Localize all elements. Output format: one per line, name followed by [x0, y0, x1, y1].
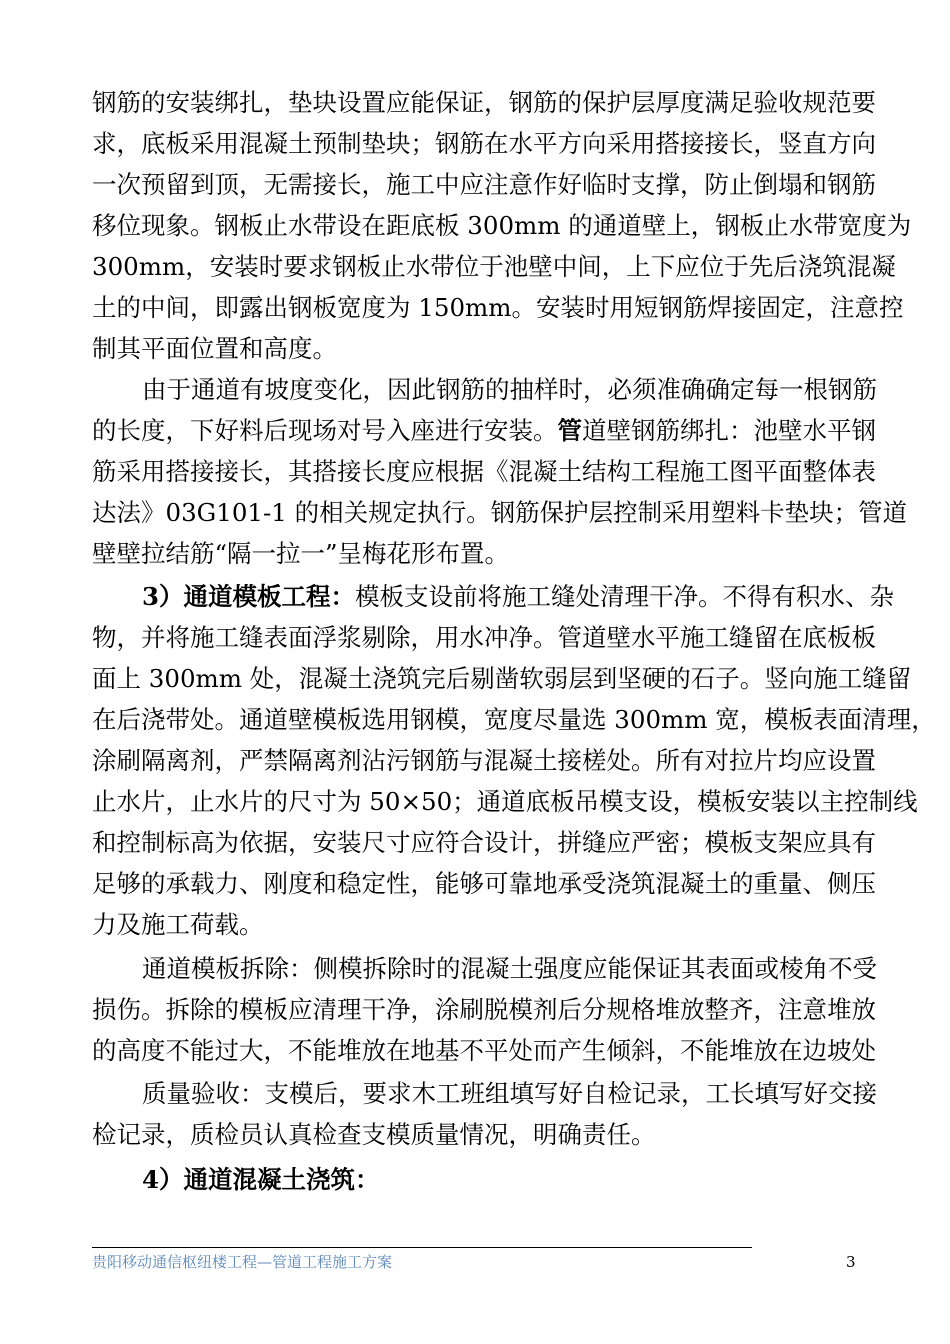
- paragraph-line: 力及施工荷载。: [92, 910, 264, 939]
- section-heading: 3）通道模板工程：: [142, 582, 356, 611]
- paragraph-line: 涂刷隔离剂，严禁隔离剂沾污钢筋与混凝土接槎处。所有对拉片均应设置: [92, 746, 876, 775]
- paragraph-line: 通道模板拆除：侧模拆除时的混凝土强度应能保证其表面或棱角不受: [142, 954, 877, 983]
- paragraph-line: 足够的承载力、刚度和稳定性，能够可靠地承受浇筑混凝土的重量、侧压: [92, 869, 876, 898]
- paragraph-line: 和控制标高为依据，安装尺寸应符合设计，拼缝应严密；模板支架应具有: [92, 828, 876, 857]
- paragraph-line: [92, 416, 876, 446]
- paragraph-line: [142, 582, 894, 612]
- bold-character: 管: [557, 416, 582, 445]
- paragraph-line: 在后浇带处。通道壁模板选用钢模，宽度尽量选 300mm 宽，模板表面清理，: [92, 705, 936, 734]
- paragraph-line: 损伤。拆除的模板应清理干净，涂刷脱模剂后分规格堆放整齐，注意堆放: [92, 995, 876, 1024]
- section-heading: 4）通道混凝土浇筑：: [142, 1165, 380, 1194]
- paragraph-line: 移位现象。钢板止水带设在距底板 300mm 的通道壁上，钢板止水带宽度为: [92, 211, 912, 240]
- paragraph-line: 一次预留到顶，无需接长，施工中应注意作好临时支撑，防止倒塌和钢筋: [92, 170, 876, 199]
- paragraph-line: 筋采用搭接接长，其搭接长度应根据《混凝土结构工程施工图平面整体表: [92, 457, 876, 486]
- paragraph-text: 模板支设前将施工缝处清理干净。不得有积水、杂: [355, 582, 895, 611]
- paragraph-line: 制其平面位置和高度。: [92, 334, 337, 363]
- footer-divider: [92, 1247, 752, 1248]
- footer-title: 贵阳移动通信枢纽楼工程—管道工程施工方案: [92, 1253, 393, 1271]
- paragraph-line: 的高度不能过大，不能堆放在地基不平处而产生倾斜，不能堆放在边坡处: [92, 1036, 876, 1065]
- page-number: 3: [846, 1253, 856, 1271]
- paragraph-line: 达法》03G101-1 的相关规定执行。钢筋保护层控制采用塑料卡垫块；管道: [92, 498, 908, 527]
- paragraph-line: 求，底板采用混凝土预制垫块；钢筋在水平方向采用搭接接长，竖直方向: [92, 129, 876, 158]
- paragraph-line: 面上 300mm 处，混凝土浇筑完后剔凿软弱层到坚硬的石子。竖向施工缝留: [92, 664, 912, 693]
- paragraph-line: 物，并将施工缝表面浮浆剔除，用水冲净。管道壁水平施工缝留在底板板: [92, 623, 876, 652]
- paragraph-line: 钢筋的安装绑扎，垫块设置应能保证，钢筋的保护层厚度满足验收规范要: [92, 88, 876, 117]
- paragraph-text: 道壁钢筋绑扎：池壁水平钢: [582, 416, 876, 445]
- paragraph-line: 由于通道有坡度变化，因此钢筋的抽样时，必须准确确定每一根钢筋: [142, 375, 877, 404]
- paragraph-line: 止水片，止水片的尺寸为 50×50；通道底板吊模支设，模板安装以主控制线: [92, 787, 918, 816]
- paragraph-line: 壁壁拉结筋“隔一拉一”呈梅花形布置。: [92, 539, 510, 568]
- paragraph-line: 土的中间，即露出钢板宽度为 150mm。安装时用短钢筋焊接固定，注意控: [92, 293, 904, 322]
- paragraph-line: 300mm，安装时要求钢板止水带位于池壁中间，上下应位于先后浇筑混凝: [92, 252, 896, 281]
- paragraph-line: 检记录，质检员认真检查支模质量情况，明确责任。: [92, 1120, 656, 1149]
- paragraph-line: 质量验收：支模后，要求木工班组填写好自检记录，工长填写好交接: [142, 1079, 877, 1108]
- paragraph-text: 的长度，下好料后现场对号入座进行安装。: [92, 416, 558, 445]
